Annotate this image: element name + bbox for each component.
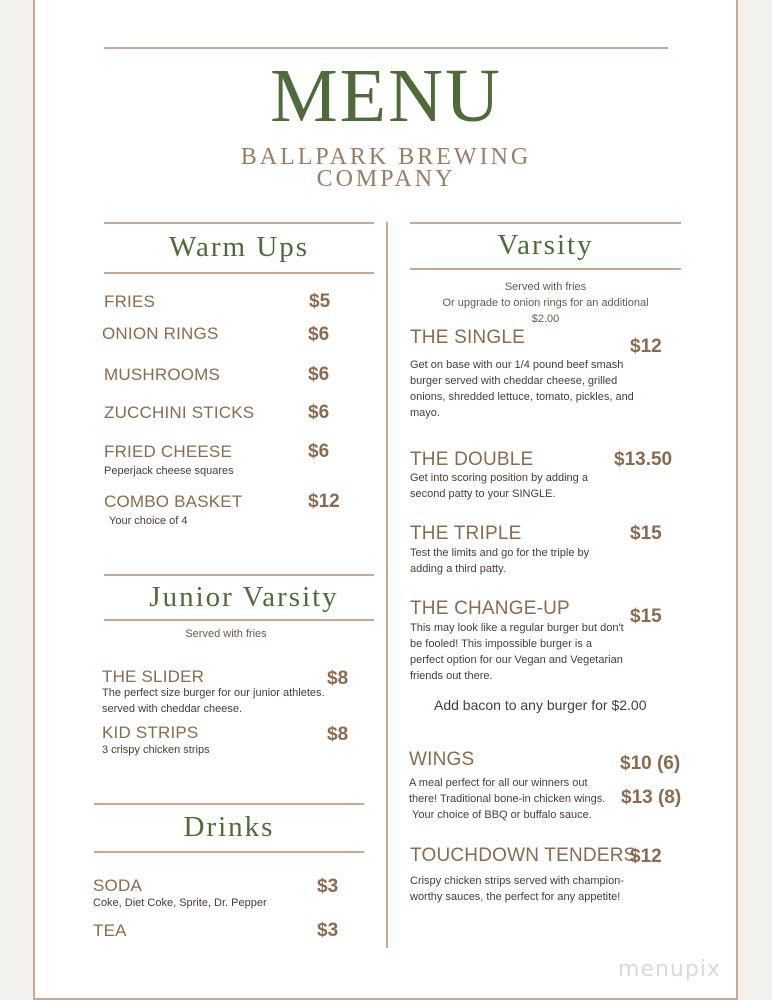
warm-ups-heading: Warm Ups bbox=[168, 231, 310, 263]
column-divider bbox=[386, 222, 388, 948]
item-price-wings-8: $13 (8) bbox=[621, 787, 682, 808]
item-price-the-change-up: $15 bbox=[630, 606, 662, 627]
item-desc-the-single: Get on base with our 1/4 pound beef smash burger served with cheddar cheese, grilled onions, shredded lettuce, tomato, pickles, and mayo. bbox=[410, 359, 634, 419]
item-desc-combo-basket: Your choice of 4 bbox=[109, 515, 188, 527]
junior-varsity-bottom-rule bbox=[104, 619, 374, 621]
item-price-combo-basket: $12 bbox=[308, 491, 340, 512]
item-price-fried-cheese: $6 bbox=[308, 441, 330, 462]
item-name-the-triple: THE TRIPLE bbox=[410, 523, 522, 544]
item-name-the-single: THE SINGLE bbox=[410, 327, 525, 348]
item-desc-kid-strips: 3 crispy chicken strips bbox=[102, 744, 210, 756]
item-desc-wings-line2: there! Traditional bone-in chicken wings. bbox=[409, 793, 606, 805]
item-price-the-slider: $8 bbox=[327, 668, 349, 689]
menu-title: MENU bbox=[270, 54, 502, 138]
drinks-top-rule bbox=[94, 803, 364, 805]
item-name-fries: FRIES bbox=[104, 292, 156, 311]
item-desc-the-triple: Test the limits and go for the triple by adding a third patty. bbox=[410, 547, 590, 575]
warm-ups-bottom-rule bbox=[104, 272, 374, 274]
junior-varsity-heading: Junior Varsity bbox=[149, 581, 339, 613]
item-desc-the-slider-line2: served with cheddar cheese. bbox=[102, 703, 243, 715]
item-name-the-double: THE DOUBLE bbox=[410, 449, 534, 470]
junior-varsity-top-rule bbox=[104, 574, 374, 576]
item-price-the-double: $13.50 bbox=[614, 449, 673, 470]
item-name-the-change-up: THE CHANGE-UP bbox=[410, 598, 570, 619]
item-name-soda: SODA bbox=[93, 876, 142, 895]
item-name-the-slider: THE SLIDER bbox=[102, 667, 205, 686]
item-desc-wings-line3: Your choice of BBQ or buffalo sauce. bbox=[412, 809, 592, 821]
varsity-heading: Varsity bbox=[497, 229, 594, 261]
varsity-note-line2: Or upgrade to onion rings for an additional bbox=[442, 297, 649, 309]
item-price-touchdown-tenders: $12 bbox=[630, 846, 662, 867]
item-name-mushrooms: MUSHROOMS bbox=[104, 365, 221, 384]
item-name-combo-basket: COMBO BASKET bbox=[104, 492, 243, 511]
top-divider bbox=[104, 47, 668, 49]
drinks-heading: Drinks bbox=[183, 811, 275, 843]
junior-varsity-note: Served with fries bbox=[185, 628, 267, 640]
drinks-bottom-rule bbox=[94, 851, 364, 853]
bacon-addon-note: Add bacon to any burger for $2.00 bbox=[434, 697, 647, 713]
item-price-kid-strips: $8 bbox=[327, 724, 349, 745]
warm-ups-top-rule bbox=[104, 222, 374, 224]
item-price-fries: $5 bbox=[309, 291, 331, 312]
item-price-mushrooms: $6 bbox=[308, 364, 330, 385]
varsity-top-rule bbox=[410, 222, 681, 224]
item-name-zucchini-sticks: ZUCCHINI STICKS bbox=[104, 403, 255, 422]
item-desc-the-slider-line1: The perfect size burger for our junior athletes. bbox=[102, 687, 325, 699]
varsity-note-line3: $2.00 bbox=[531, 313, 560, 325]
item-desc-wings-line1: A meal perfect for all our winners out bbox=[409, 777, 588, 789]
item-name-wings: WINGS bbox=[409, 749, 475, 770]
item-price-wings-6: $10 (6) bbox=[620, 753, 681, 774]
item-desc-fried-cheese: Peperjack cheese squares bbox=[104, 465, 234, 477]
restaurant-name-line1: BALLPARK BREWING bbox=[240, 144, 532, 170]
varsity-bottom-rule bbox=[410, 268, 681, 270]
item-price-the-single: $12 bbox=[630, 336, 662, 357]
item-desc-the-double: Get into scoring position by adding a second patty to your SINGLE. bbox=[410, 472, 588, 500]
item-name-touchdown-tenders: TOUCHDOWN TENDERS bbox=[410, 845, 637, 866]
item-name-onion-rings: ONION RINGS bbox=[102, 324, 219, 343]
varsity-note-line1: Served with fries bbox=[504, 281, 587, 293]
item-name-kid-strips: KID STRIPS bbox=[102, 723, 199, 742]
item-price-soda: $3 bbox=[317, 876, 339, 897]
item-price-zucchini-sticks: $6 bbox=[308, 402, 330, 423]
item-desc-touchdown-tenders: Crispy chicken strips served with champion-worthy sauces, the perfect for any appetite! bbox=[410, 875, 624, 903]
item-name-tea: TEA bbox=[93, 921, 127, 940]
item-desc-soda: Coke, Diet Coke, Sprite, Dr. Pepper bbox=[93, 897, 267, 909]
restaurant-name-line2: COMPANY bbox=[316, 166, 456, 192]
item-desc-the-change-up: This may look like a regular burger but don't be fooled! This impossible burger is a perfect option for our Vegan and Vegetarian friends out there. bbox=[410, 622, 624, 682]
item-name-fried-cheese: FRIED CHEESE bbox=[104, 442, 233, 461]
item-price-the-triple: $15 bbox=[630, 523, 662, 544]
item-price-onion-rings: $6 bbox=[308, 324, 330, 345]
item-price-tea: $3 bbox=[317, 920, 339, 941]
menupix-watermark: menupix bbox=[618, 957, 721, 982]
